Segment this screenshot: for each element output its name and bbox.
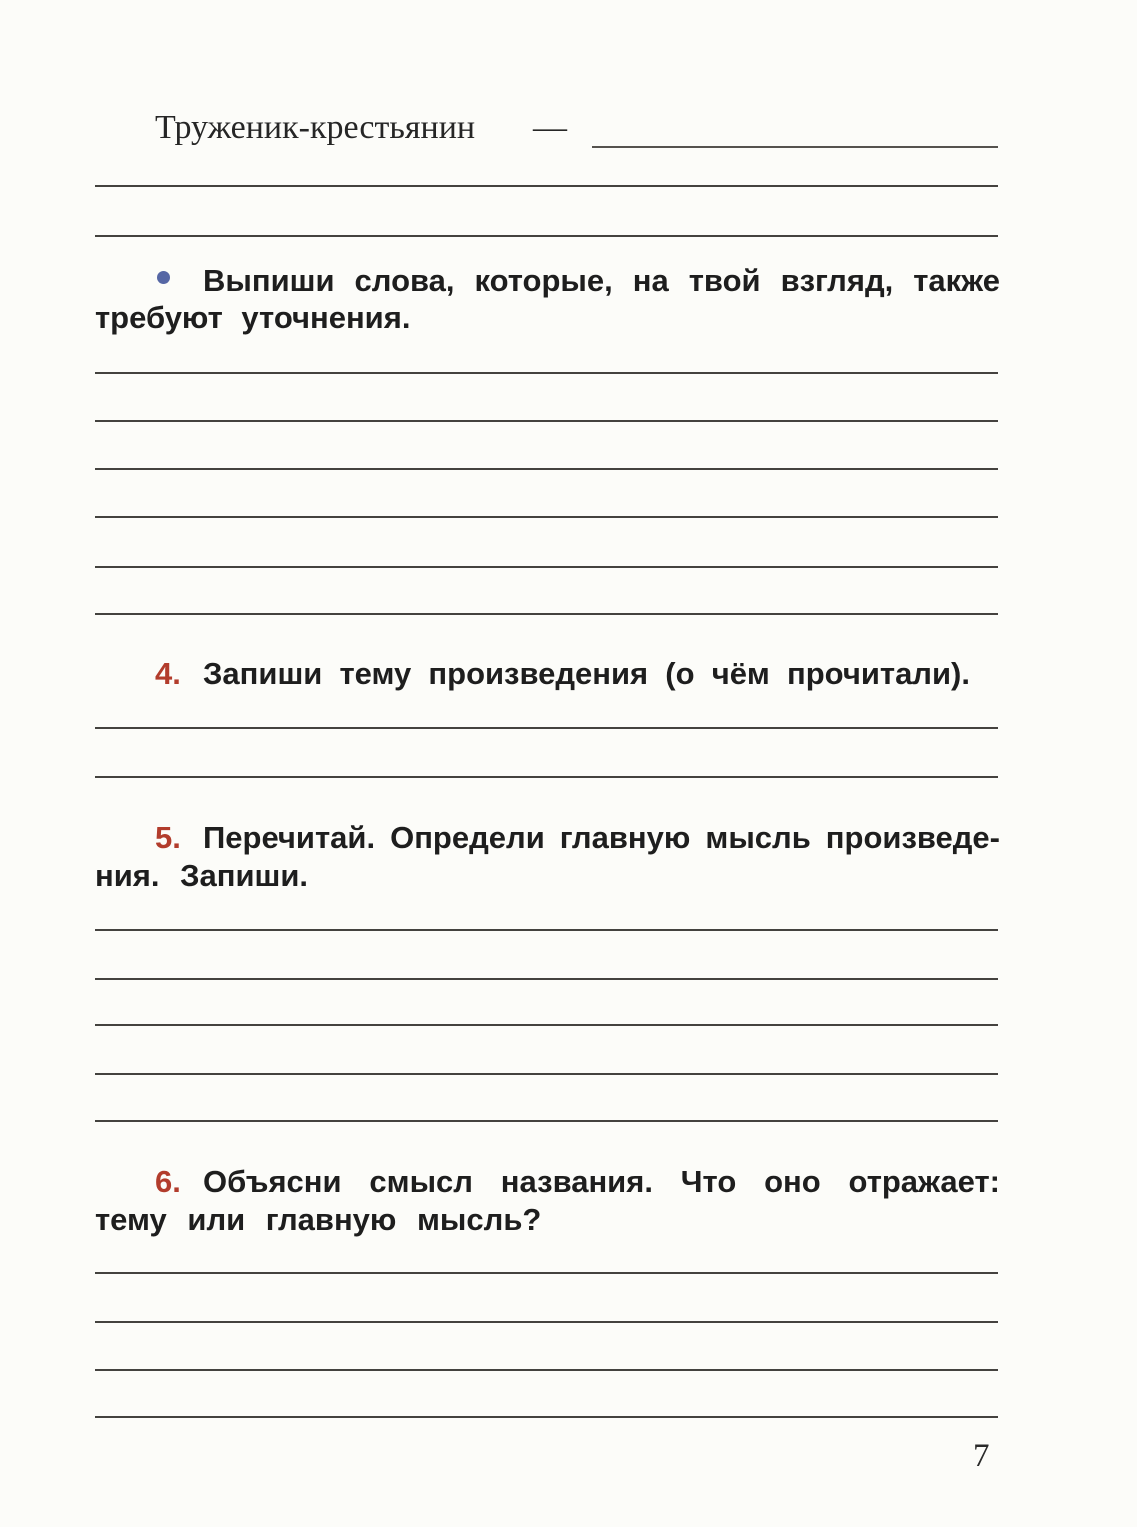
writing-line [95,1120,998,1122]
writing-line [95,235,998,237]
task5-number: 5. [155,820,181,855]
writing-line [95,566,998,568]
bullet-task-line1: Выпиши слова, которые, на твой взгляд, также [203,263,1000,298]
title-dash: — [533,109,567,146]
bullet-icon [157,271,170,284]
writing-line [95,185,998,187]
writing-line [95,1024,998,1026]
writing-line [95,776,998,778]
writing-line [95,727,998,729]
task4-text: Запиши тему произведения (о чём прочитали). [203,656,970,691]
writing-line [95,978,998,980]
writing-line [95,929,998,931]
writing-line [95,1321,998,1323]
writing-line [95,1369,998,1371]
task5-text-line1: Перечитай. Определи главную мысль произведе- [203,820,1000,855]
page-number: 7 [973,1438,990,1474]
writing-line [95,613,998,615]
writing-line [95,1272,998,1274]
title-blank-line [592,146,998,148]
writing-line [95,1416,998,1418]
task5-text-line2: ния. Запиши. [95,858,309,893]
writing-line [95,372,998,374]
writing-line [95,420,998,422]
title-term: Труженик-крестьянин [155,109,476,146]
writing-line [95,516,998,518]
task6-text-line2: тему или главную мысль? [95,1202,542,1237]
bullet-task-line2: требуют уточнения. [95,300,411,335]
task6-number: 6. [155,1164,181,1199]
task6-text-line1: Объясни смысл названия. Что оно отражает: [203,1164,1000,1199]
task4-number: 4. [155,656,181,691]
writing-line [95,1073,998,1075]
writing-line [95,468,998,470]
